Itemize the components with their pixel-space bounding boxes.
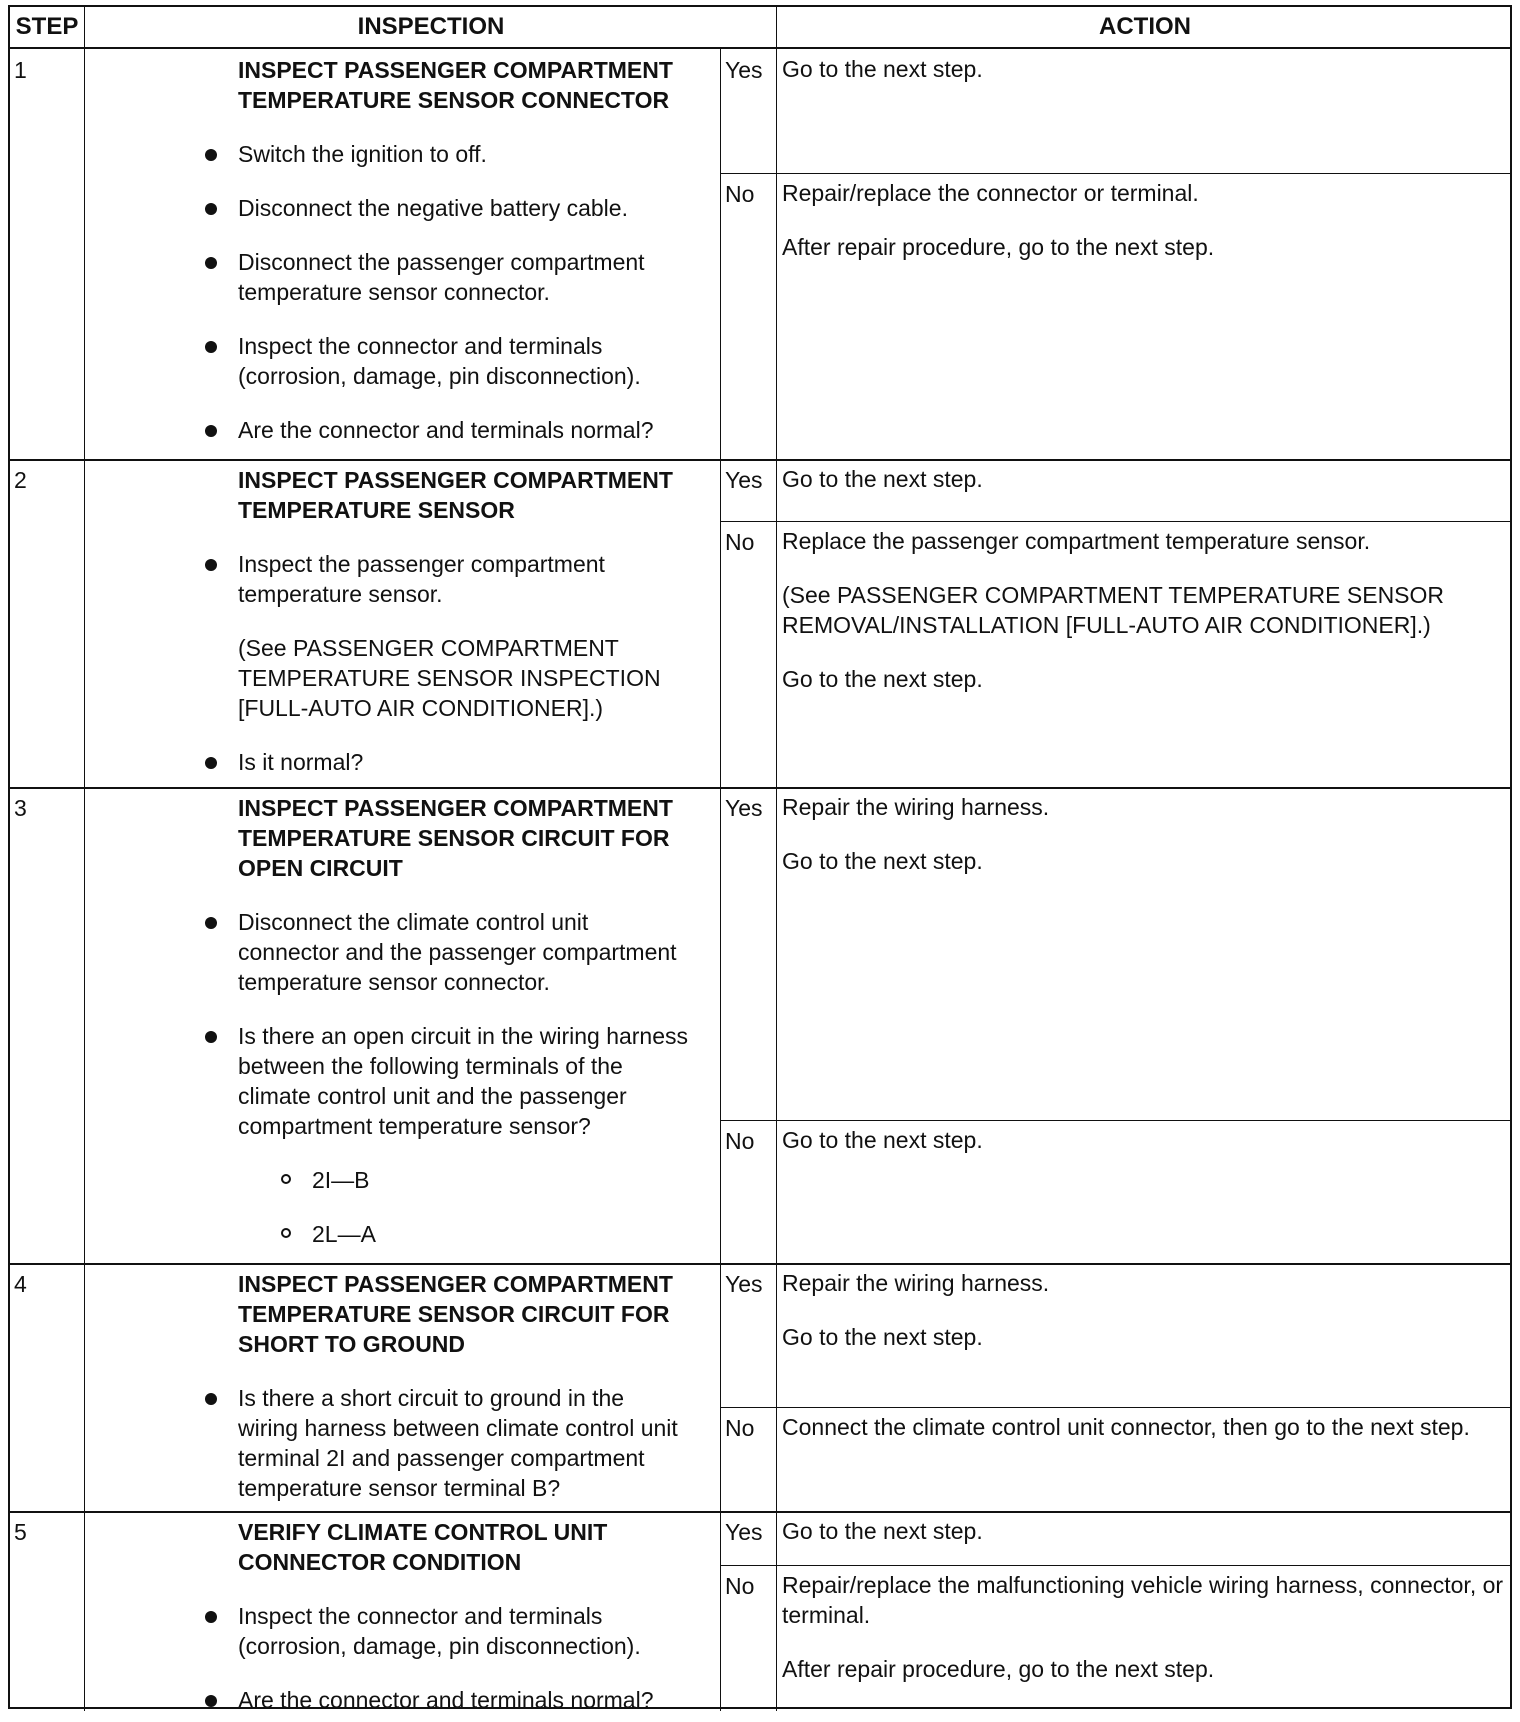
yes-no-divider [720, 173, 1512, 174]
inspection-bullet-text: Inspect the connector and terminals (corrosion, damage, pin disconnection). [238, 1603, 641, 1659]
inspection-bullet-text: Disconnect the negative battery cable. [238, 195, 628, 221]
yes-label: Yes [725, 467, 763, 493]
yes-no-divider [720, 1120, 1512, 1121]
no-label: No [725, 1128, 755, 1154]
action-text: Go to the next step. [782, 1518, 983, 1544]
action-text: Repair/replace the connector or terminal. [782, 180, 1199, 206]
action-text: Go to the next step. [782, 1324, 983, 1350]
action-text: Go to the next step. [782, 466, 983, 492]
no-label: No [725, 1415, 755, 1441]
yes-no-divider [720, 521, 1512, 522]
hollow-bullet-icon [281, 1174, 291, 1184]
inspection-bullet [84, 1383, 720, 1503]
inspection-cell [84, 49, 720, 459]
no-action-cell [776, 1407, 1512, 1511]
inspection-bullet-text: Are the connector and terminals normal? [238, 417, 654, 443]
inspection-note: (See PASSENGER COMPARTMENT TEMPERATURE SENSOR INSPECTION [FULL-AUTO AIR CONDITIONER].) [238, 635, 661, 721]
yes-action-cell [776, 49, 1512, 173]
inspection-bullet-text: Disconnect the climate control unit connector and the passenger compartment temperature sensor connector. [238, 909, 677, 995]
yes-label: Yes [725, 1271, 763, 1297]
terminal-pair-item [84, 1165, 720, 1195]
no-action-cell [776, 1120, 1512, 1263]
action-text: Replace the passenger compartment temperature sensor. [782, 528, 1371, 554]
action-text: Go to the next step. [782, 56, 983, 82]
inspection-title: VERIFY CLIMATE CONTROL UNIT CONNECTOR CONDITION [238, 1519, 608, 1575]
inspection-bullet [84, 1021, 720, 1141]
diagnostic-procedure-table [8, 5, 1512, 1713]
action-text: After repair procedure, go to the next step. [782, 234, 1215, 260]
inspection-bullet [84, 1601, 720, 1661]
inspection-cell [84, 459, 720, 787]
yes-action-cell [776, 459, 1512, 521]
no-action-cell [776, 1565, 1512, 1713]
inspection-bullet [84, 247, 720, 307]
step-number: 2 [14, 467, 27, 493]
bullet-dot-icon [205, 1611, 217, 1623]
inspection-bullet [84, 193, 720, 223]
action-text: Go to the next step. [782, 666, 983, 692]
inspection-cell [84, 1263, 720, 1511]
inspection-cell [84, 787, 720, 1263]
inspection-title: INSPECT PASSENGER COMPARTMENT TEMPERATURE SENSOR CIRCUIT FOR SHORT TO GROUND [238, 1271, 673, 1357]
inspection-bullet-text: Inspect the passenger compartment temperature sensor. [238, 551, 605, 607]
step-number: 3 [14, 795, 27, 821]
action-text: Go to the next step. [782, 1127, 983, 1153]
step-number: 1 [14, 57, 27, 83]
action-text: Go to the next step. [782, 848, 983, 874]
inspection-bullet [84, 415, 720, 445]
action-text: Repair the wiring harness. [782, 1270, 1050, 1296]
column-header-inspection: INSPECTION [84, 7, 778, 49]
step-number: 4 [14, 1271, 27, 1297]
bullet-dot-icon [205, 917, 217, 929]
action-text: Connect the climate control unit connector, then go to the next step. [782, 1414, 1470, 1440]
column-header-action: ACTION [778, 7, 1512, 49]
yes-label: Yes [725, 57, 763, 83]
bullet-dot-icon [205, 1393, 217, 1405]
no-action-cell [776, 173, 1512, 459]
no-label: No [725, 529, 755, 555]
terminal-pair-text: 2L—A [312, 1221, 376, 1247]
hollow-bullet-icon [281, 1228, 291, 1238]
bullet-dot-icon [205, 757, 217, 769]
inspection-bullet-text: Is there an open circuit in the wiring harness between the following terminals of the climate control unit and the passenger compartment temperature sensor? [238, 1023, 689, 1139]
no-label: No [725, 1573, 755, 1599]
terminal-pair-item [84, 1219, 720, 1249]
bullet-dot-icon [205, 425, 217, 437]
inspection-bullet-text: Disconnect the passenger compartment temperature sensor connector. [238, 249, 645, 305]
yes-no-divider [720, 1407, 1512, 1408]
bullet-dot-icon [205, 257, 217, 269]
inspection-bullet [84, 747, 720, 777]
no-label: No [725, 181, 755, 207]
bullet-dot-icon [205, 203, 217, 215]
bullet-dot-icon [205, 149, 217, 161]
action-text: Repair the wiring harness. [782, 794, 1050, 820]
action-text: After repair procedure, go to the next step. [782, 1656, 1215, 1682]
inspection-bullet [84, 549, 720, 609]
inspection-bullet [84, 1685, 720, 1713]
inspection-bullet-text: Is it normal? [238, 749, 364, 775]
bullet-dot-icon [205, 341, 217, 353]
step-number: 5 [14, 1519, 27, 1545]
inspection-bullet-text: Switch the ignition to off. [238, 141, 487, 167]
yes-label: Yes [725, 795, 763, 821]
inspection-bullet [84, 139, 720, 169]
yes-action-cell [776, 787, 1512, 1120]
action-text: Repair/replace the malfunctioning vehicle wiring harness, connector, or terminal. [782, 1572, 1504, 1628]
yes-no-divider [720, 1565, 1512, 1566]
no-action-cell [776, 521, 1512, 787]
yes-action-cell [776, 1511, 1512, 1565]
action-text: (See PASSENGER COMPARTMENT TEMPERATURE SENSOR REMOVAL/INSTALLATION [FULL-AUTO AIR CONDITIONER].) [782, 582, 1445, 638]
yes-label: Yes [725, 1519, 763, 1545]
terminal-pair-text: 2I—B [312, 1167, 370, 1193]
bullet-dot-icon [205, 559, 217, 571]
bullet-dot-icon [205, 1695, 217, 1707]
column-header-step: STEP [10, 7, 84, 49]
inspection-bullet-text: Is there a short circuit to ground in the wiring harness between climate control unit terminal 2I and passenger compartment temperature sensor terminal B? [238, 1385, 678, 1501]
inspection-cell [84, 1511, 720, 1713]
inspection-bullet-text: Are the connector and terminals normal? [238, 1687, 654, 1713]
inspection-title: INSPECT PASSENGER COMPARTMENT TEMPERATURE SENSOR CONNECTOR [238, 57, 673, 113]
inspection-bullet-text: Inspect the connector and terminals (corrosion, damage, pin disconnection). [238, 333, 641, 389]
bullet-dot-icon [205, 1031, 217, 1043]
inspection-title: INSPECT PASSENGER COMPARTMENT TEMPERATURE SENSOR [238, 467, 673, 523]
yes-action-cell [776, 1263, 1512, 1407]
inspection-bullet [84, 907, 720, 997]
inspection-title: INSPECT PASSENGER COMPARTMENT TEMPERATURE SENSOR CIRCUIT FOR OPEN CIRCUIT [238, 795, 673, 881]
inspection-bullet [84, 331, 720, 391]
